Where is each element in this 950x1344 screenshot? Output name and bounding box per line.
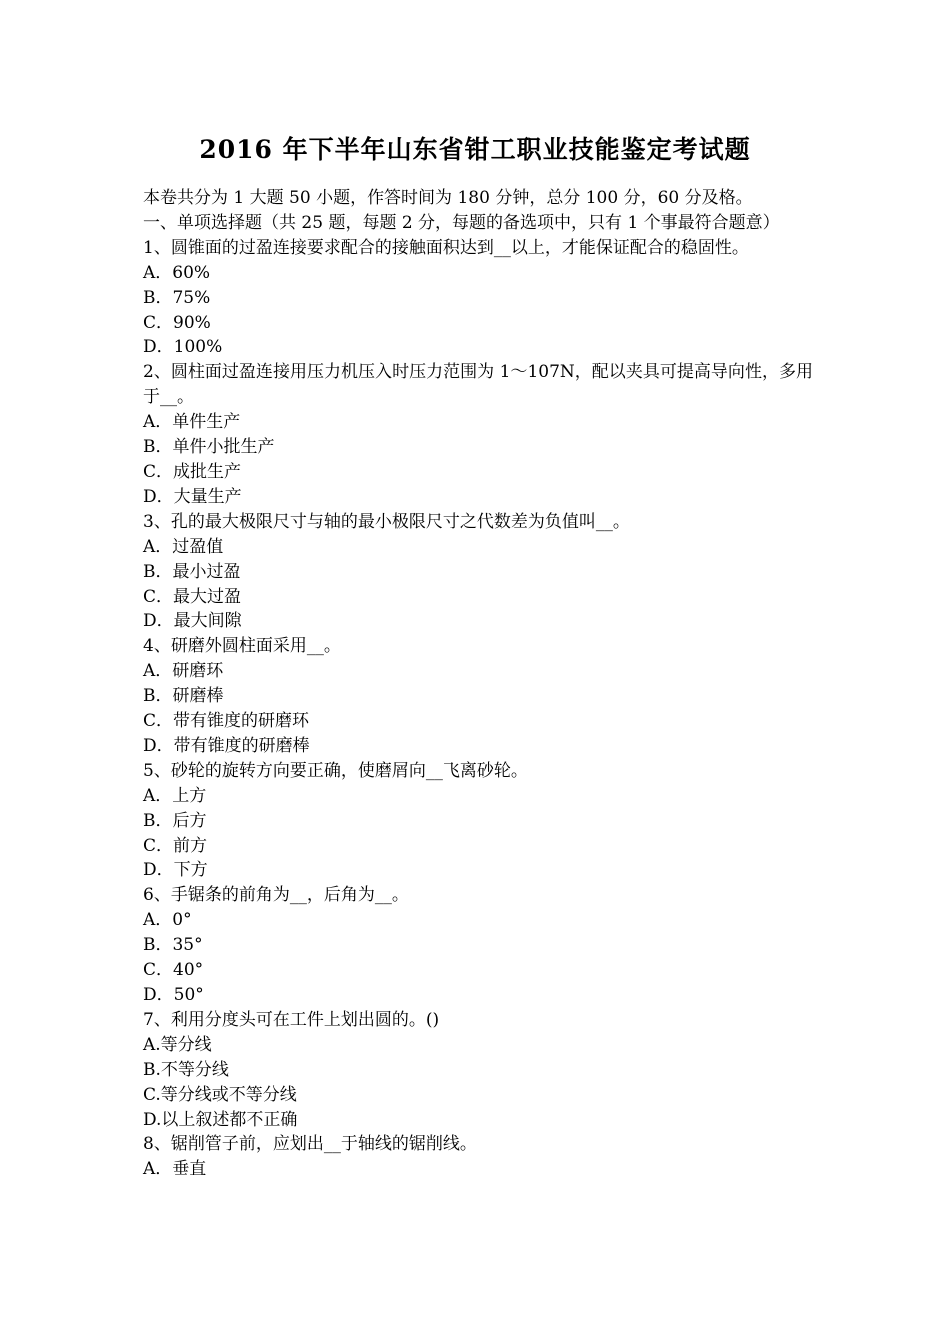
- section-heading: 一、单项选择题（共 25 题，每题 2 分，每题的备选项中，只有 1 个事最符合题意）: [143, 212, 780, 233]
- question-stem: 6、手锯条的前角为__，后角为__。: [143, 885, 409, 906]
- option-d: D．最大间隙: [143, 611, 242, 632]
- option-c: C．40°: [143, 960, 204, 981]
- question-4: [143, 634, 813, 759]
- option-d: D．大量生产: [143, 486, 242, 507]
- option-b: B．单件小批生产: [143, 437, 275, 458]
- option-b: B．后方: [143, 810, 207, 831]
- option-a: A.等分线: [143, 1034, 212, 1055]
- option-a: A．垂直: [143, 1159, 207, 1180]
- option-c: C．最大过盈: [143, 586, 242, 607]
- question-5: [143, 759, 813, 884]
- question-stem: 3、孔的最大极限尺寸与轴的最小极限尺寸之代数差为负值叫__。: [143, 511, 630, 532]
- question-7: [143, 1008, 813, 1133]
- exam-content: [143, 186, 813, 1182]
- option-c: C.等分线或不等分线: [143, 1084, 297, 1105]
- option-a: A．过盈值: [143, 536, 224, 557]
- question-stem: 8、锯削管子前，应划出__于轴线的锯削线。: [143, 1134, 477, 1155]
- question-3: [143, 510, 813, 635]
- question-1: [143, 236, 813, 361]
- option-c: C．前方: [143, 835, 208, 856]
- option-b: B．研磨棒: [143, 686, 224, 707]
- option-a: A．研磨环: [143, 661, 224, 682]
- option-a: A．0°: [143, 910, 192, 931]
- question-stem: 7、利用分度头可在工件上划出圆的。(): [143, 1009, 440, 1030]
- question-stem: 1、圆锥面的过盈连接要求配合的接触面积达到__以上，才能保证配合的稳固性。: [143, 237, 749, 258]
- option-c: C．成批生产: [143, 461, 242, 482]
- option-a: A．60%: [143, 262, 211, 283]
- option-c: C．90%: [143, 312, 211, 333]
- question-8: [143, 1132, 813, 1182]
- option-d: D．带有锥度的研磨棒: [143, 735, 310, 756]
- option-d: D．下方: [143, 860, 208, 881]
- option-a: A．单件生产: [143, 412, 241, 433]
- option-a: A．上方: [143, 785, 207, 806]
- page-title: 2016 年下半年山东省钳工职业技能鉴定考试题: [199, 135, 751, 164]
- option-b: B．35°: [143, 935, 203, 956]
- option-b: B．最小过盈: [143, 561, 241, 582]
- option-b: B.不等分线: [143, 1059, 229, 1080]
- question-6: [143, 883, 813, 1008]
- option-d: D.以上叙述都不正确: [143, 1109, 298, 1130]
- question-stem: 2、圆柱面过盈连接用压力机压入时压力范围为 1～107N，配以夹具可提高导向性，多用于__。: [143, 362, 813, 408]
- option-b: B．75%: [143, 287, 211, 308]
- option-d: D．100%: [143, 337, 223, 358]
- option-d: D．50°: [143, 985, 204, 1005]
- exam-intro: 本卷共分为 1 大题 50 小题，作答时间为 180 分钟，总分 100 分，60 分及格。: [143, 188, 753, 208]
- option-c: C．带有锥度的研磨环: [143, 711, 310, 732]
- question-2: [143, 360, 813, 509]
- question-stem: 4、研磨外圆柱面采用__。: [143, 636, 341, 657]
- question-stem: 5、砂轮的旋转方向要正确，使磨屑向__飞离砂轮。: [143, 760, 528, 781]
